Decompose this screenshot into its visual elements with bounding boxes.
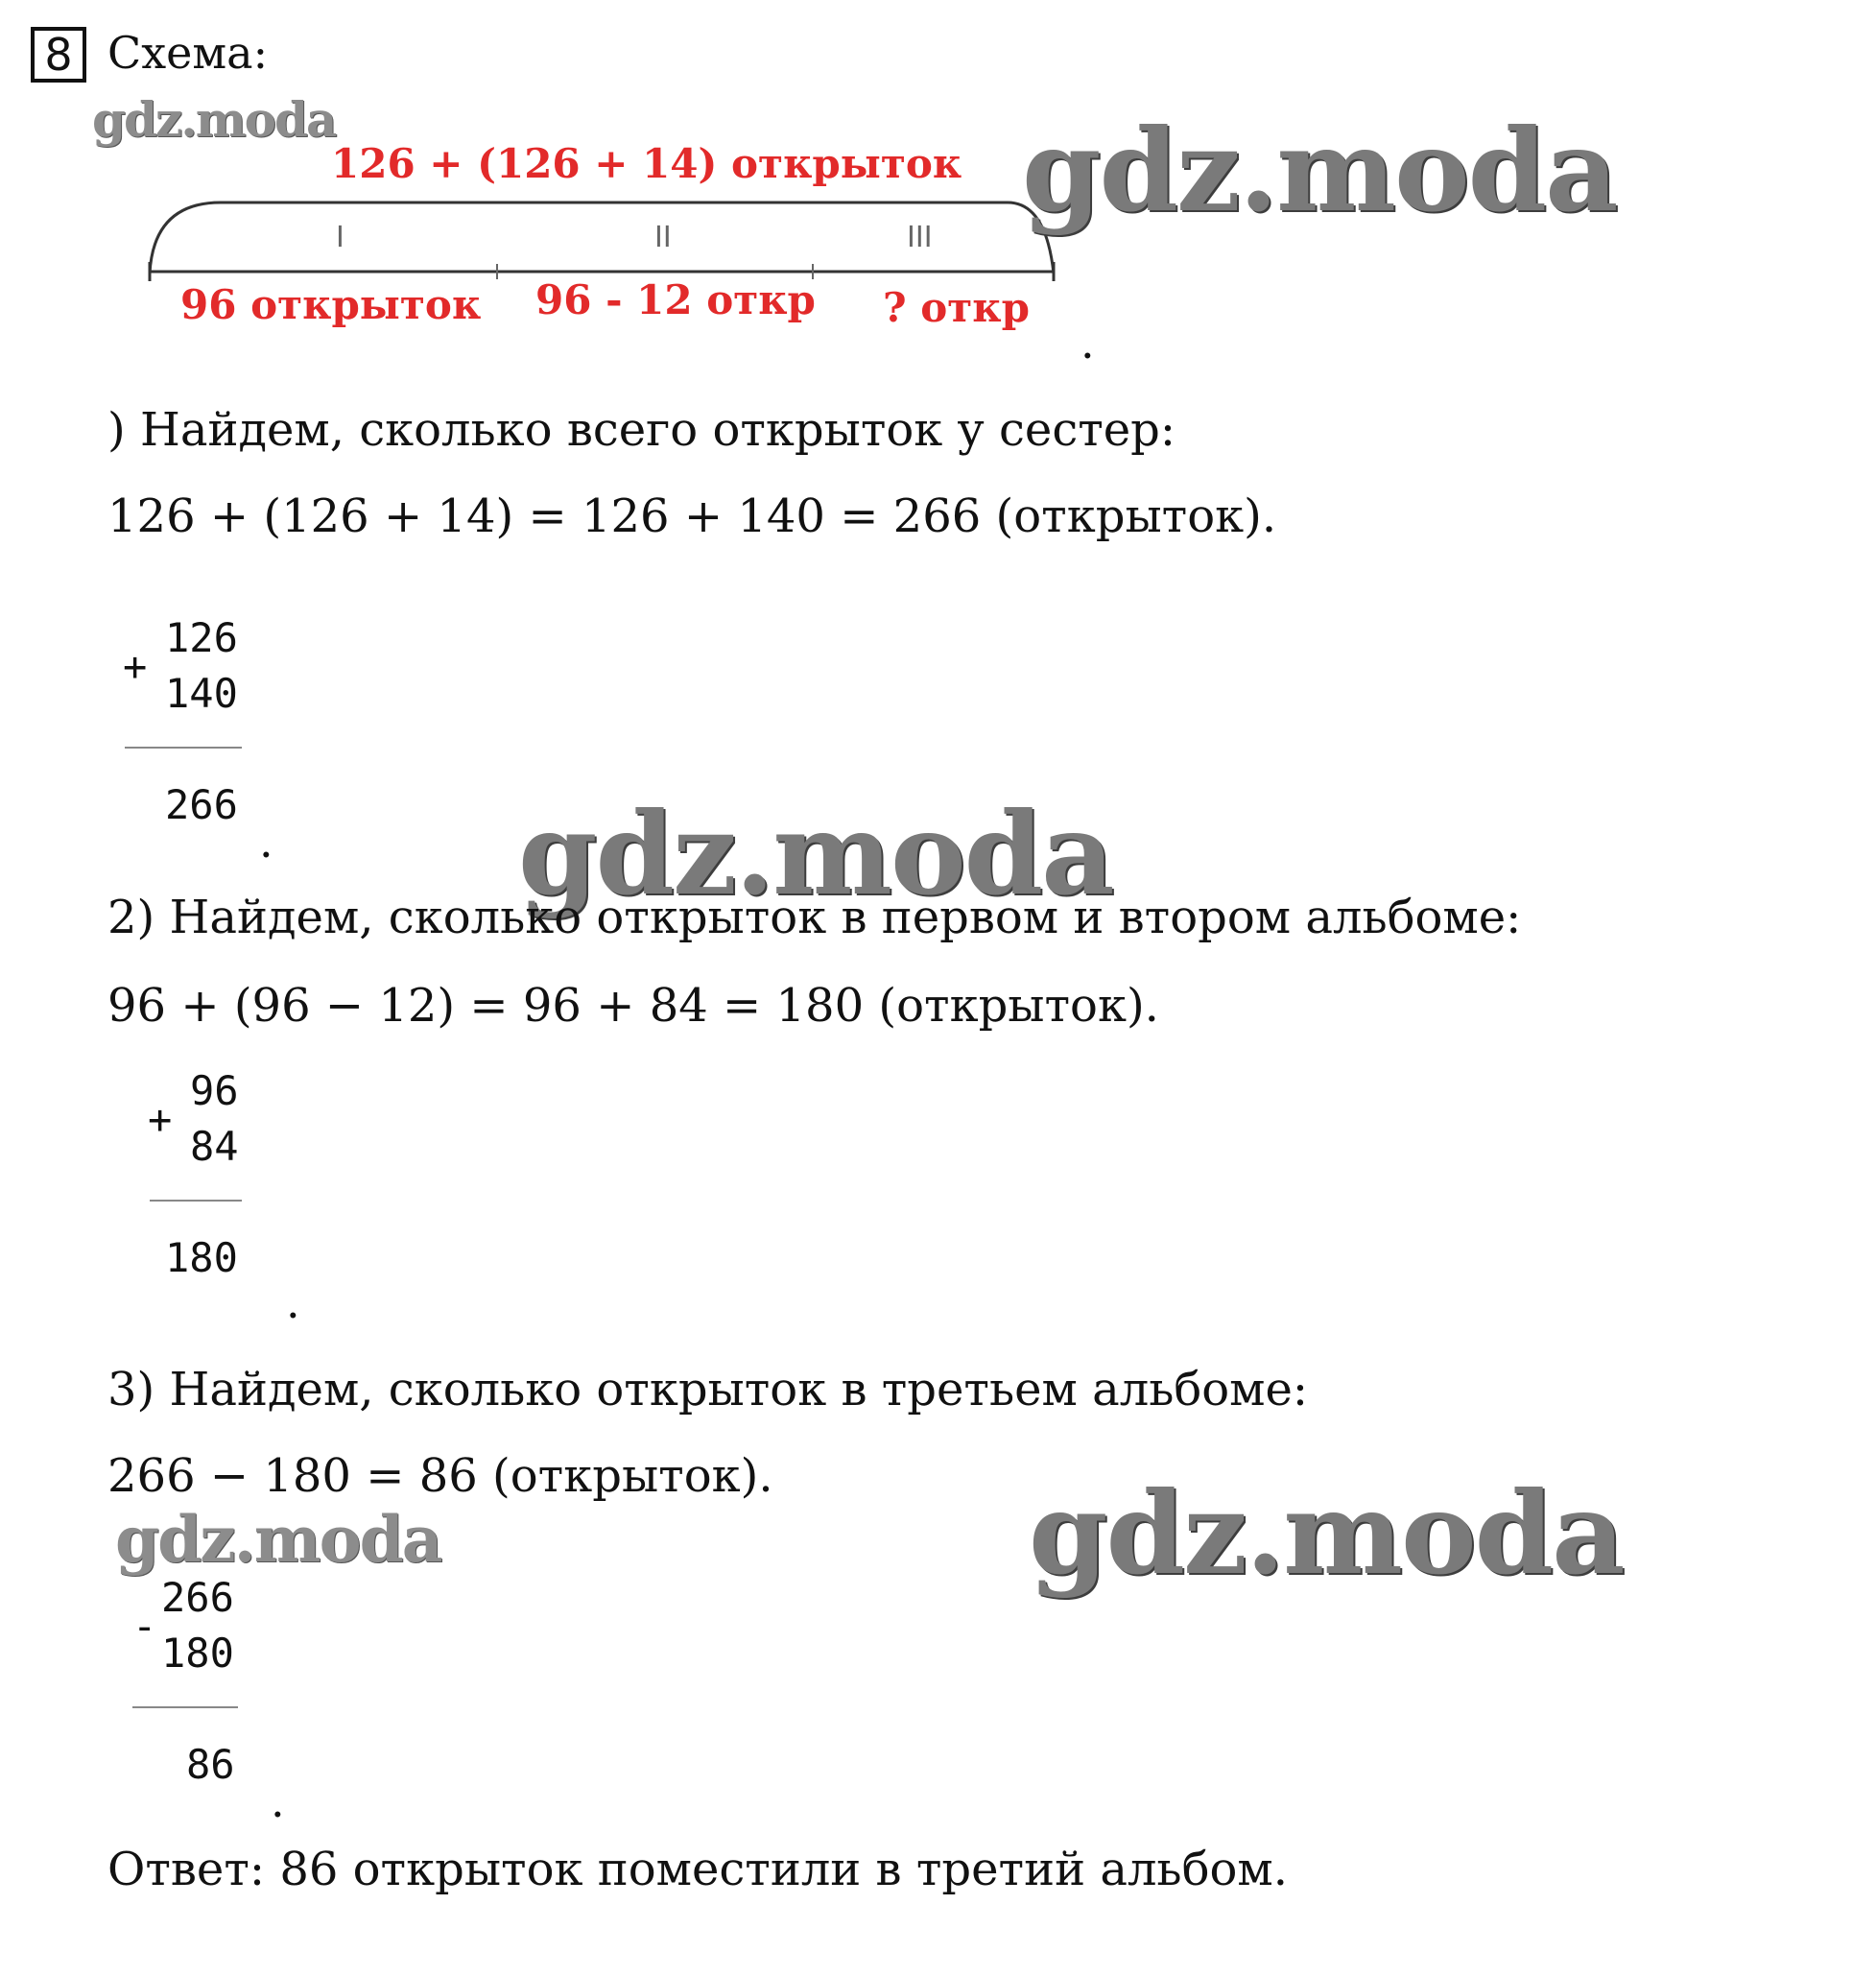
step3-column-rule: [132, 1706, 238, 1708]
watermark: gdz.moda: [518, 787, 1113, 920]
diagram: [115, 130, 1084, 331]
step3-column-a: 266: [161, 1574, 234, 1621]
watermark: gdz.moda: [1029, 1466, 1624, 1600]
segment-mark-2: II: [654, 221, 672, 254]
step3-heading: 3) Найдем, сколько открыток в третьем альбоме:: [107, 1363, 1309, 1417]
step1-heading: ) Найдем, сколько всего открыток у сестер:: [107, 403, 1176, 457]
schema-label: Схема:: [107, 27, 269, 79]
segment-mark-1: I: [336, 221, 344, 254]
step1-column-b: 140: [165, 670, 238, 717]
dot: .: [271, 1775, 285, 1827]
step2-column-op: +: [148, 1096, 173, 1143]
dot: .: [1080, 317, 1095, 369]
step3-column-b: 180: [161, 1630, 234, 1677]
step1-column-op: +: [123, 643, 148, 690]
dot: .: [286, 1276, 300, 1328]
segment-label-1: 96 открыток: [180, 281, 482, 328]
segment-label-3: ? откр: [883, 284, 1030, 331]
dot: .: [259, 816, 273, 868]
watermark: gdz.moda: [1022, 104, 1617, 237]
step3-column-op: -: [132, 1603, 157, 1650]
step2-column-b: 84: [190, 1123, 239, 1170]
answer: Ответ: 86 открыток поместили в третий альбом.: [107, 1843, 1288, 1896]
step2-column-rule: [150, 1200, 242, 1202]
segment-label-2: 96 - 12 откр: [535, 276, 816, 323]
watermark: gdz.moda: [115, 1502, 441, 1577]
step2-equation: 96 + (96 − 12) = 96 + 84 = 180 (открыток).: [107, 979, 1159, 1033]
step2-heading: 2) Найдем, сколько открыток в первом и втором альбоме:: [107, 891, 1522, 944]
step1-column-rule: [125, 747, 242, 749]
step1-column-result: 266: [165, 781, 238, 828]
diagram-total-label: 126 + (126 + 14) открыток: [331, 140, 962, 187]
step2-column-result: 180: [165, 1234, 238, 1281]
step3-equation: 266 − 180 = 86 (открыток).: [107, 1449, 773, 1503]
watermark: gdz.moda: [92, 91, 336, 148]
step1-column-a: 126: [165, 614, 238, 661]
step3-column-result: 86: [186, 1741, 235, 1788]
step2-column-a: 96: [190, 1067, 239, 1114]
task-number: 8: [31, 27, 86, 83]
step1-equation: 126 + (126 + 14) = 126 + 140 = 266 (открыток).: [107, 489, 1277, 543]
segment-mark-3: III: [907, 221, 933, 254]
